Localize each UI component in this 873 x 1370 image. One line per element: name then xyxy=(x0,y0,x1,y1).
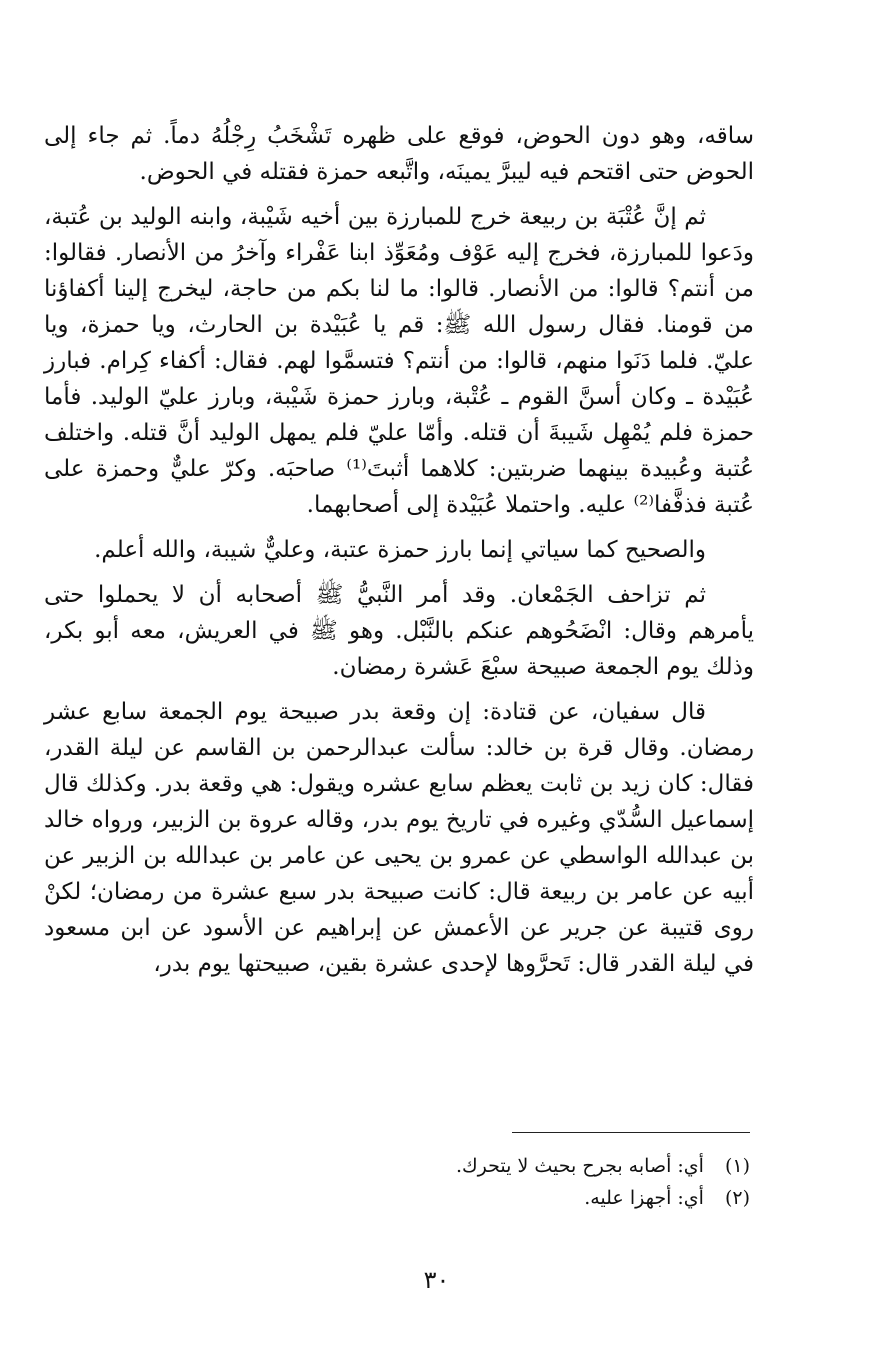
footnotes xyxy=(300,1150,750,1214)
footnote-1-text: أي: أصابه بجرح بحيث لا يتحرك. xyxy=(455,1155,704,1177)
paragraph-2: ثم إنَّ عُتْبَة بن ربيعة خرج للمبارزة بين أخيه شَيْبة، وابنه الوليد بن عُتبة، ودَعوا للمبارزة، فخرج إليه عَوْف ومُعَوِّذ ابنا عَفْراء وآخرُ من الأنصار. فقالوا: من أنتم؟ قالوا: من الأنصار. قالوا: ما لنا بكم من حاجة، ليخرج إلينا أكفاؤنا من قومنا. فقال رسول الله ﷺ: قم يا عُبَيْدة بن الحارث، ويا حمزة، ويا عليّ. فلما دَنَوا منهم، قالوا: من أنتم؟ فتسمَّوا لهم. فقال: أكفاء كِرام. فبارز عُبَيْدة ـ وكان أسنَّ القوم ـ عُتْبة، وبارز حمزة شَيْبة، وبارز عليّ الوليد. فأما حمزة فلم يُمْهِل شَيبةَ أن قتله. وأمّا عليّ فلم يمهل الوليد أنَّ قتله. واختلف عُتبة وعُبيدة بينهما ضربتين: كلاهما أثبتَ⁽¹⁾ صاحبَه. وكرّ عليٌّ وحمزة على عُتبة فذفَّفا⁽²⁾ عليه. واحتملا عُبَيْدة إلى أصحابهما. xyxy=(44,204,754,518)
footnote-1-number: (١) xyxy=(724,1155,750,1177)
paragraph-5: قال سفيان، عن قتادة: إن وقعة بدر صبيحة يوم الجمعة سابع عشر رمضان. وقال قرة بن خالد: سألت عبدالرحمن بن القاسم عن ليلة القدر، فقال: كان زيد بن ثابت يعظم سابع عشره ويقول: هي وقعة بدر. وكذلك قال إسماعيل السُّدّي وغيره في تاريخ يوم بدر، وقاله عروة بن الزبير، ورواه خالد بن عبدالله الواسطي عن عمرو بن يحيى عن عامر بن عبدالله بن الزبير عن أبيه عن عامر بن ربيعة قال: كانت صبيحة بدر سبع عشرة من رمضان؛ لكنْ روى قتيبة عن جرير عن الأعمش عن إبراهيم عن الأسود عن ابن مسعود في ليلة القدر قال: تَحرَّوها لإحدى عشرة بقين، صبيحتها يوم بدر، xyxy=(44,699,754,977)
paragraph-1: ساقه، وهو دون الحوض، فوقع على ظهره تَشْخَبُ رِجْلُهُ دماً. ثم جاء إلى الحوض حتى اقتحم فيه ليبرَّ يمينَه، واتَّبعه حمزة فقتله في الحوض. xyxy=(44,123,754,185)
page-number: ٣٠ xyxy=(423,1266,450,1294)
footnote-2-number: (٢) xyxy=(724,1187,750,1209)
main-text xyxy=(44,118,754,991)
footnote-2 xyxy=(300,1182,750,1214)
footnote-divider xyxy=(512,1132,750,1133)
footnote-2-text: أي: أجهزا عليه. xyxy=(584,1187,704,1209)
paragraph-3: والصحيح كما سياتي إنما بارز حمزة عتبة، وعليٌّ شيبة، والله أعلم. xyxy=(94,537,706,563)
footnote-1 xyxy=(300,1150,750,1182)
paragraph-4: ثم تزاحف الجَمْعان. وقد أمر النَّبيُّ ﷺ أصحابه أن لا يحملوا حتى يأمرهم وقال: انْضَحُوهم عنكم بالنَّبْل. وهو ﷺ في العريش، معه أبو بكر، وذلك يوم الجمعة صبيحة سبْعَ عَشرة رمضان. xyxy=(44,582,754,680)
